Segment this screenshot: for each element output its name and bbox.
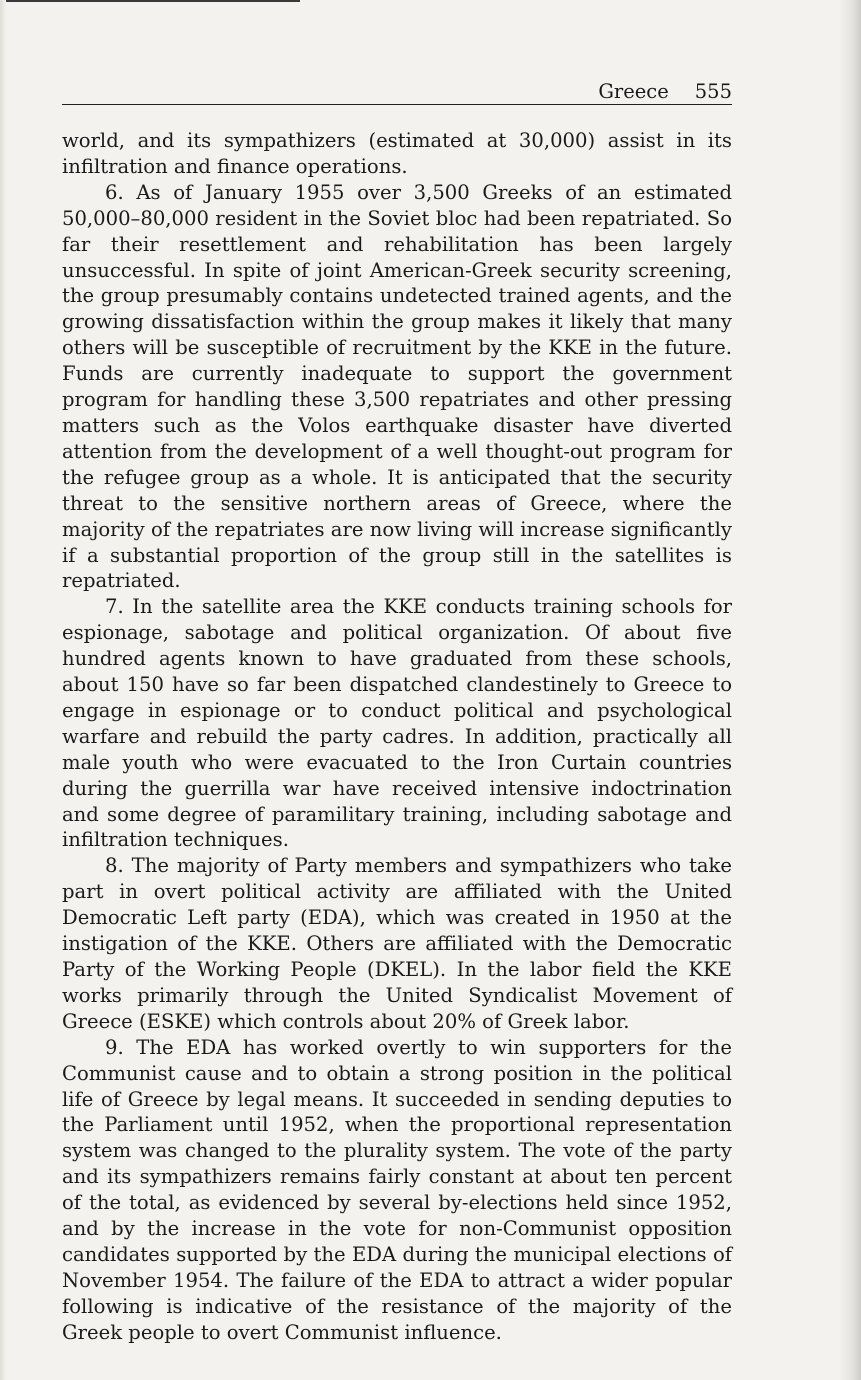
paragraph-8: 8. The majority of Party members and sympathizers who take part in overt political activity are affiliated with the United Democratic Left party (EDA), which was created in 1950 at the instigation of the KKE. Others are affiliated with the Democratic Party of the Working People (DKEL). In the labor field the KKE works primarily through the United Syndicalist Movement of Greece (ESKE) which controls about 20% of Greek labor. (62, 854, 732, 1033)
scan-left-edge (0, 0, 6, 1380)
page-number: 555 (694, 80, 732, 103)
body-text (62, 128, 732, 1346)
paragraph-continuation: world, and its sympathizers (estimated at 30,000) assist in its infiltration and finance operations. (62, 129, 732, 178)
scan-top-rule (0, 0, 300, 2)
paragraph-9: 9. The EDA has worked overtly to win supporters for the Communist cause and to obtain a strong position in the political life of Greece by legal means. It succeeded in sending deputies to the Parliament until 1952, when the proportional representation system was changed to the plurality system. The vote of the party and its sympathizers remains fairly constant at about ten percent of the total, as evidenced by several by-elections held since 1952, and by the increase in the vote for non-Communist opposition candidates supported by the EDA during the municipal elections of November 1954. The failure of the EDA to attract a wider popular following is indicative of the resistance of the majority of the Greek people to overt Communist influence. (62, 1035, 732, 1344)
running-header (62, 80, 732, 105)
paragraph-7: 7. In the satellite area the KKE conducts training schools for espionage, sabotage and political organization. Of about five hundred agents known to have graduated from these schools, about 150 have so far been dispatched clandestinely to Greece to engage in espionage or to conduct political and psychological warfare and rebuild the party cadres. In addition, practically all male youth who were evacuated to the Iron Curtain countries during the guerrilla war have received intensive indoctrination and some degree of paramilitary training, including sabotage and infiltration techniques. (62, 595, 732, 852)
paragraph-6: 6. As of January 1955 over 3,500 Greeks of an estimated 50,000–80,000 resident in the Soviet bloc had been repatriated. So far their resettlement and rehabilitation has been largely unsuccessful. In spite of joint American-Greek security screening, the group presumably contains undetected trained agents, and the growing dissatisfaction within the group makes it likely that many others will be susceptible of recruitment by the KKE in the future. Funds are currently inadequate to support the government program for handling these 3,500 repatriates and other pressing matters such as the Volos earthquake disaster have diverted attention from the development of a well thought-out program for the refugee group as a whole. It is anticipated that the security threat to the sensitive northern areas of Greece, where the majority of the repatriates are now living will increase significantly if a substantial proportion of the group still in the satellites is repatriated. (62, 180, 732, 593)
scan-right-edge (839, 0, 861, 1380)
running-head-title: Greece (598, 80, 669, 103)
